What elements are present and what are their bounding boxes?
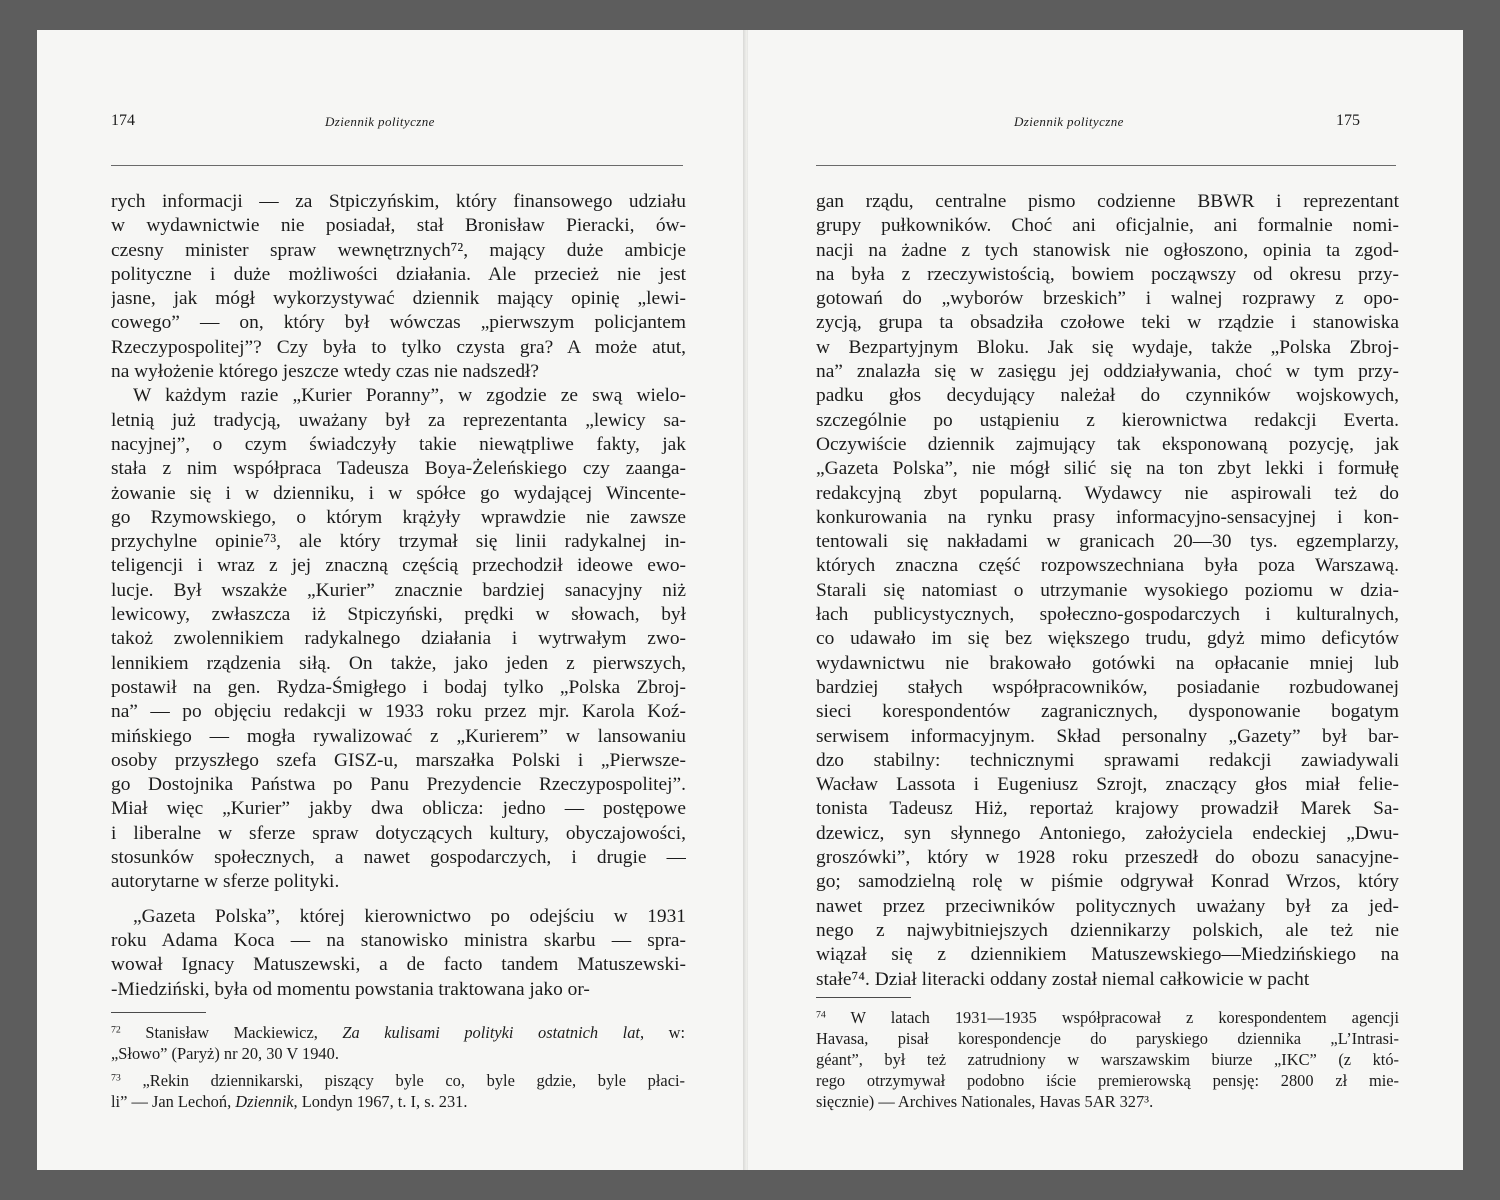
page-number: 174 [111,112,135,129]
text-line: szczególnie po ustąpieniu z kierownictwa redakcji Everta. [816,409,1399,431]
text-line: letnią już tradycją, uważany był za reprezentanta „lewicy sa- [111,409,686,431]
text-line: co udawało im się bez większego trudu, gdyż mimo deficytów [816,628,1399,650]
running-title: Dziennik polityczne [1014,114,1124,129]
footnote-mark: 74 [816,1009,826,1021]
footnote-72 [111,1022,685,1043]
page-number: 175 [1336,112,1360,129]
footnotes [816,1007,1399,1112]
footnote-text: , Londyn 1967, t. I, s. 231. [293,1092,468,1111]
text-line: których znaczna część rozpowszechniana była poza Warszawą. [816,555,1399,577]
footnote-text: Stanisław Mackiewicz, [120,1023,343,1042]
text-line: lewicowy, zwłaszcza iż Stpiczyński, prędki w słowach, był [111,604,686,626]
text-line: padku głos decydujący należał do czynników wojskowych, [816,385,1399,407]
text-line: go Dostojnika Państwa po Panu Prezydencie Rzeczypospolitej”. [111,774,686,796]
text-line: stała z nim współpraca Tadeusza Boya-Żeleńskiego czy zaanga- [111,458,686,480]
right-page [748,30,1463,1170]
footnote-74-line: Havasa, pisał korespondencje do paryskiego dziennika „L’Intrasi- [816,1029,1399,1048]
text-line: Oczywiście dziennik zajmujący tak eksponowaną pozycję, jak [816,433,1399,455]
text-line: teligencji i wraz z jej znaczną częścią przechodził ideowe ewo- [111,555,686,577]
text-line: serwisem informacyjnym. Skład personalny „Gazety” był bar- [816,725,1399,747]
footnote-mark: 73 [111,1072,121,1084]
text-line: redakcyjną zbyt popularną. Wydawcy nie aspirowali też do [816,482,1399,504]
text-line: tentowali się nakładami w granicach 20—30 tys. egzemplarzy, [816,531,1399,553]
body-text [816,190,1399,992]
footnote-text: W latach 1931—1935 współpracował z korespondentem agencji [825,1008,1399,1027]
text-line: na” — po objęciu redakcji w 1933 roku przez mjr. Karola Koź- [111,701,686,723]
text-line: na wyłożenie którego jeszcze wtedy czas nie nadszedł? [111,361,540,383]
text-line: stałe⁷⁴. Dział literacki oddany został niemal całkowicie w pacht [816,968,1310,990]
text-line: łach publicystycznych, społeczno-gospodarczych i kulturalnych, [816,604,1399,626]
text-line: cowego” — on, który był wówczas „pierwszym policjantem [111,312,686,334]
text-line: lennikiem rządzenia siłą. On także, jako jeden z pierwszych, [111,652,686,674]
text-line: go; samodzielną rolę w piśmie odgrywał Konrad Wrzos, który [816,871,1399,893]
text-line: na” znalazła się w zasięgu jej oddziaływania, choć w tym przy- [816,361,1399,383]
text-line: groszówki”, który w 1928 roku przeszedł do obozu sanacyjne- [816,847,1399,869]
footnote-74-line: géant”, był też zatrudniony w warszawskim biurze „IKC” (z któ- [816,1050,1399,1069]
footnote-mark: 72 [111,1024,121,1036]
text-line: i liberalne w sferze spraw dotyczących kultury, obyczajowości, [111,822,686,844]
text-line: takoż zwolennikiem radykalnego działania i wytrwałym zwo- [111,628,686,650]
text-line: „Gazeta Polska”, której kierownictwo po odejściu w 1931 [133,905,686,927]
text-line: dzewicz, syn słynnego Antoniego, założyciela endeckiej „Dwu- [816,822,1399,844]
text-line: dzo stabilny: technicznymi sprawami redakcji zawiadywali [816,749,1399,771]
running-title: Dziennik polityczne [325,114,435,129]
text-line: wiązał się z dziennikiem Matuszewskiego—Miedzińskiego na [816,944,1399,966]
text-line: nego z najwybitniejszych dziennikarzy polskich, ale też nie [816,919,1399,941]
text-line: autorytarne w sferze polityki. [111,871,340,893]
footnote-74-line: rego otrzymywał podobno iście premierowską pensję: 2800 zł mie- [816,1071,1399,1090]
text-line: przychylne opinie⁷³, ale który trzymał się linii radykalnej in- [111,531,686,553]
text-line: nacyjnej”, o czym świadczyły takie niewątpliwe fakty, jak [111,433,686,455]
text-line: gotowań do „wyborów brzeskich” i walnej rozprawy z opo- [816,288,1399,310]
footnote-rule [816,997,911,998]
text-line: stosunków społecznych, a nawet gospodarczych, i drugie — [111,847,686,869]
text-line: „Gazeta Polska”, nie mógł silić się na ton zbyt lekki i formułę [816,458,1399,480]
text-line: gan rządu, centralne pismo codzienne BBWR i reprezentant [816,191,1399,212]
footnote-text: li” — Jan Lechoń, [111,1092,236,1111]
text-line: w wydawnictwie nie posiadał, stał Bronisław Pieracki, ów- [111,215,686,237]
text-line: Starali się natomiast o utrzymanie wysokiego poziomu w dzia- [816,579,1399,601]
text-line: zycją, grupa ta obsadziła czołowe teki w rządzie i stanowiska [816,312,1399,334]
text-line: go Rzymowskiego, o którym krążyły wprawdzie nie zawsze [111,506,686,528]
text-line: nawet przez przeciwników politycznych uważany był za jed- [816,895,1399,917]
text-line: na była z rzeczywistością, bowiem począwszy od okresu przy- [816,263,1399,285]
text-line: jasne, jak mógł wykorzystywać dziennik mający opinię „lewi- [111,288,686,310]
footnote-text: , w: [639,1023,685,1042]
text-line: grupy pułkowników. Choć ani oficjalnie, ani formalnie nomi- [816,215,1399,237]
text-line: W każdym razie „Kurier Poranny”, w zgodzie ze swą wielo- [133,385,686,407]
footnotes [111,1022,685,1112]
text-line: mińskiego — mogła rywalizować z „Kurierem” w lansowaniu [111,725,686,747]
text-line: wował Ignacy Matuszewski, a de facto tandem Matuszewski- [111,954,686,976]
footnote-72-line2: „Słowo” (Paryż) nr 20, 30 V 1940. [111,1044,339,1063]
header-rule [111,165,683,166]
page-header [748,112,1463,134]
text-line: rych informacji — za Stpiczyńskim, który finansowego udziału [111,191,686,212]
footnote-text: „Rekin dziennikarski, piszący byle co, byle gdzie, byle płaci- [120,1071,685,1090]
text-line: czesny minister spraw wewnętrznych⁷², mający duże ambicje [111,239,686,261]
text-line: wydawnictwu nie brakowało gotówki na opłacanie mniej lub [816,652,1399,674]
footnote-74-line: sięcznie) — Archives Nationales, Havas 5AR 327³. [816,1092,1154,1111]
left-page [37,30,745,1170]
text-line: sieci korespondentów zagranicznych, dysponowanie bogatym [816,701,1399,723]
footnote-title: Za kulisami polityki ostatnich lat [342,1023,640,1042]
text-line: polityczne i duże możliwości działania. Ale przecież nie jest [111,263,686,285]
text-line: Rzeczypospolitej”? Czy była to tylko czysta gra? A może atut, [111,336,686,358]
text-line: postawił na gen. Rydza-Śmigłego i bodaj tylko „Polska Zbroj- [111,676,686,698]
footnote-74 [816,1007,1399,1028]
text-line: roku Adama Koca — na stanowisko ministra skarbu — spra- [111,929,686,951]
text-line: osoby przyszłego szefa GISZ-u, marszałka Polski i „Pierwsze- [111,749,686,771]
body-text [111,190,686,1002]
text-line: Wacław Lassota i Eugeniusz Szrojt, znaczący głos miał felie- [816,774,1399,796]
text-line: nacji na żadne z tych stanowisk nie ogłoszono, opinia ta zgod- [816,239,1399,261]
text-line: bardziej stałych współpracowników, posiadanie rozbudowanej [816,676,1399,698]
header-rule [816,165,1396,166]
page-header [37,112,745,134]
text-line: Miał więc „Kurier” jakby dwa oblicza: jedno — postępowe [111,798,686,820]
text-line: lucje. Był wszakże „Kurier” znacznie bardziej sanacyjny niż [111,579,686,601]
footnote-title: Dziennik [235,1092,294,1111]
footnote-rule [111,1012,206,1013]
footnote-73-line2 [111,1091,685,1112]
text-line: tonista Tadeusz Hiż, reportaż krajowy prowadził Marek Sa- [816,798,1399,820]
text-line: w Bezpartyjnym Bloku. Jak się wydaje, także „Polska Zbroj- [816,336,1399,358]
text-line: konkurowania na rynku prasy informacyjno-sensacyjnej i kon- [816,506,1399,528]
text-line: żowanie się i w dzienniku, i w spółce go wydającej Wincente- [111,482,686,504]
text-line: -Miedziński, była od momentu powstania traktowana jako or- [111,978,590,1000]
footnote-73 [111,1070,685,1091]
